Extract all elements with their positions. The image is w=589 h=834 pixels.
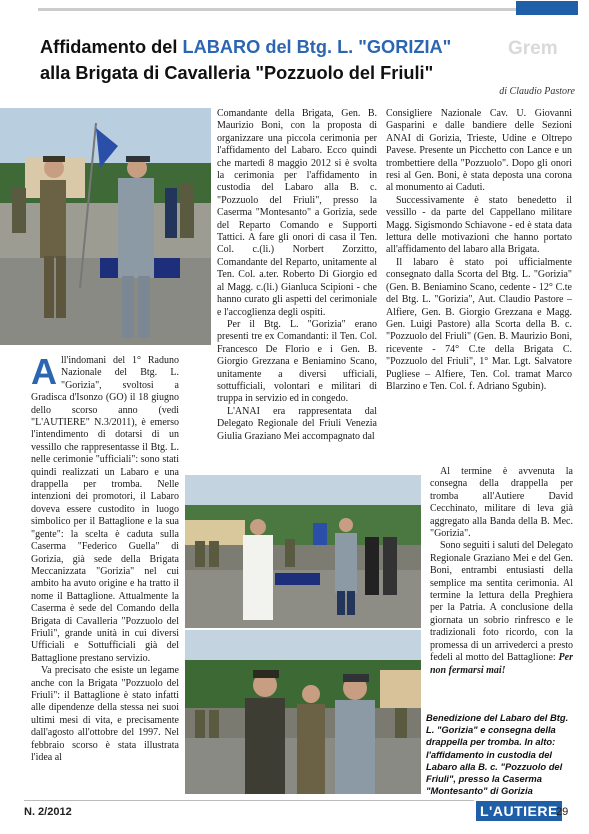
photo-caption: Benedizione del Labaro del Btg. L. "Gorizia" e consegna della drappella per tromba. In alto: l'affidamento in custodia del Labaro alla B. c. "Pozzuolo del Friuli", presso la Caserma "Montesanto" di Gorizia: [426, 712, 569, 797]
photo-labaro-handover: [0, 108, 211, 345]
title-line-1-highlight: LABARO del Btg. L. "GORIZIA": [182, 37, 452, 57]
header-color-block: [516, 1, 578, 15]
title-line-2: alla Brigata di Cavalleria "Pozzuolo del Friuli": [40, 63, 434, 83]
magazine-logo: L'AUTIERE: [476, 801, 562, 821]
footer-rule: [24, 800, 474, 801]
ghost-heading: Grem: [508, 38, 558, 59]
col1-paragraph-2: Va precisato che esiste un legame anche con la Brigata "Pozzuolo del Friuli": il Battaglione è stato infatti alle dipendenze della stessa nei suoi ultimi mesi di vita, e precisamente dall'agosto all'ottobre del 1997. Nel febbraio scorso è stata illustrata l'idea al: [31, 665, 179, 763]
col2-paragraph-1: Comandante della Brigata, Gen. B. Maurizio Boni, con la proposta di organizzare una piccola cerimonia per l'affidamento del Labaro. Ecco quindi che martedì 8 maggio 2012 si è svolta la cerimonia per l'affidamento in custodia del Labaro alla B. c. "Pozzuolo del Friuli", presso la Caserma "Montesanto" a Gorizia, sede del Reparto Comando e Supporti Tattici. A fare gli onori di casa il Ten. Col. c.(li.) Norbert Zorzitto, Comandante del Reparto, unitamente al Ten. Col. a.ter. Roberto Di Giorgio ed al Magg. c.(li.) Gianluca Scipioni - che hanno curato gli aspetti del cerimoniale e l'accoglienza degli ospiti.: [217, 108, 377, 318]
column-2: [217, 108, 377, 443]
col1-paragraph-1: ll'indomani del 1° Raduno Nazionale del Btg. L. "Gorizia", svoltosi a Gradisca d'Isonzo (GO) il 18 giugno dello scorso anno (vedi "L'AUTIERE" N.3/2011), è emerso l'intendimento di dotarsi di un vessillo che rappresentasse il Btg. L. nelle cerimonie "ufficiali": sono stati quindi realizzati un Labaro e una drappella per tromba. Nelle intenzioni dei promotori, il Labaro doveva essere custodito in luogo simbolico per il Battaglione e la sua "gente": la scelta è caduta sulla Caserma "Federico Guella" di Gorizia, già sede della Brigata Meccanizzata "Gorizia" nel cui ambito ha avuto origine e ha tratto il nome il Battaglione. Attualmente la Caserma è sede del Comando della Brigata di Cavalleria "Pozzuolo del Friuli", grande unità in cui diversi Ufficiali e Sottufficiali già del Battaglione prestano servizio.: [31, 355, 179, 664]
byline: di Claudio Pastore: [499, 86, 575, 97]
col3-paragraph-1: Consigliere Nazionale Cav. U. Giovanni Gasparini e dalle bandiere delle Sezioni ANAI di Gorizia, Trieste, Udine e Oltrepo Pavese. Presente un Picchetto con Lance e un trombettiere della "Pozzuolo". Dopo gli onori resi al Gen. Boni, è stata deposta una corona al monumento ai Caduti.: [386, 108, 572, 194]
photo-blessing: [185, 475, 421, 628]
col3-paragraph-2: Successivamente è stato benedetto il vessillo - da parte del Cappellano militare Magg. Sigismondo Schiavone - ed è stata data lettura delle motivazioni che hanno portato all'affidamento del labaro alla Brigata.: [386, 194, 572, 256]
col3b-paragraph-2: [430, 540, 573, 676]
photo-trumpet-banner: [185, 630, 421, 794]
column-1: [31, 351, 179, 764]
col3-paragraph-3: Il labaro è stato poi ufficialmente consegnato dalla Scorta del Btg. L. "Gorizia" (Gen. B. Beniamino Scano, cedente - 12° C.te del Btg. L. "Gorizia", Aut. Claudio Pastore – Alfiere, Gen. B. Giorgio Grezzana e Magg. Gen. Luigi Pastore) alla Scorta della B. c. "Pozzuolo del Friuli" (Gen. B. Maurizio Boni, ricevente - 74° C.te della Brigata C. "Pozzuolo del Friuli", 1° Mar. Lgt. Salvatore Pugliese – Alfiere, Ten. Col. tramat Marco Blarzino e Ten. Col. f. Adriano Sgubin).: [386, 256, 572, 392]
column-3: [386, 108, 572, 393]
title-line-1: [40, 34, 540, 60]
issue-number: N. 2/2012: [24, 806, 72, 818]
column-3-continued: [430, 466, 573, 677]
col2-paragraph-3: L'ANAI era rappresentata dal Delegato Regionale del Friuli Venezia Giulia Graziano Mei accompagnato dal: [217, 405, 377, 442]
drop-cap: A: [31, 351, 57, 392]
col3b-paragraph-2-text: Sono seguiti i saluti del Delegato Regionale Graziano Mei e del Gen. Boni, entrambi entusiasti della semplice ma sentita cerimonia. Al termine la lettura della Preghiera per la Patria. A conclusione della giornata un sobrio rinfresco e le tradizionali foto ricordo, con la promessa di un arrivederci a presto fedeli al motto del Battaglione:: [430, 540, 573, 664]
header-rule: [38, 8, 516, 11]
motto: Per non fermarsi mai!: [430, 652, 573, 676]
title-line-1-a: Affidamento del: [40, 37, 183, 57]
col2-paragraph-2: Per il Btg. L. "Gorizia" erano presenti tre ex Comandanti: il Ten. Col. Francesco De Florio e i Gen. B. Giorgio Grezzana e Beniamino Scano, unitamente a diversi ufficiali, sottufficiali, volontari e militari di truppa in servizio ed in congedo.: [217, 318, 377, 405]
col3b-paragraph-1: Al termine è avvenuta la consegna della drappella per tromba all'Autiere David Cecchinato, militare di leva già aggregato alla Banda della B. Mec. "Gorizia".: [430, 466, 573, 540]
article-title: [40, 34, 540, 86]
page-number: 29: [556, 806, 569, 818]
